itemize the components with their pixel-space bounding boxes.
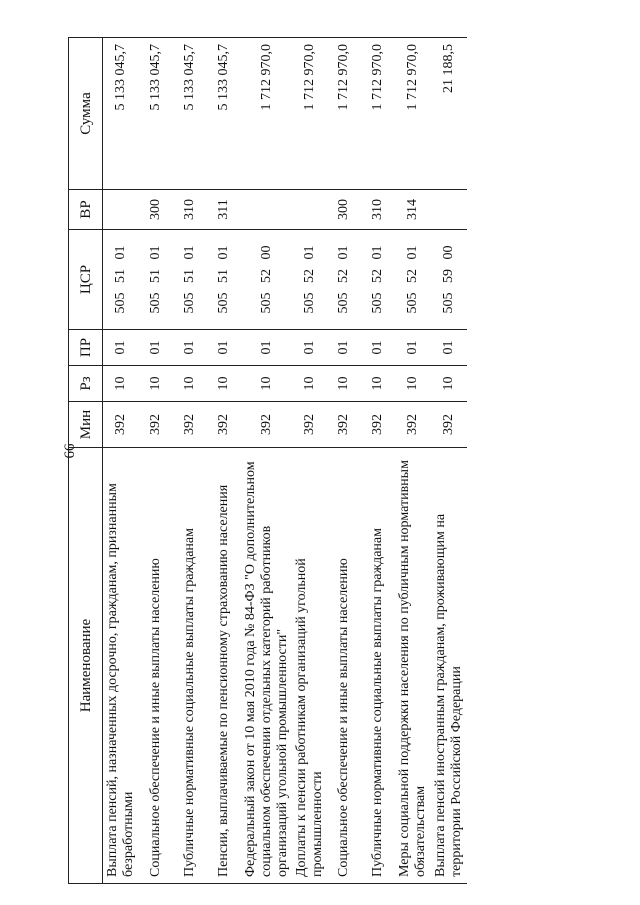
- row-rz: 10: [173, 366, 207, 402]
- row-name: Публичные нормативные социальные выплаты гражданам: [173, 448, 207, 884]
- budget-table-container: [68, 38, 578, 884]
- row-vr: [103, 190, 140, 230]
- row-min: 392: [241, 402, 293, 448]
- header-pr: ПР: [69, 330, 103, 366]
- table-row: [103, 38, 140, 884]
- row-pr: 01: [241, 330, 293, 366]
- row-rz: 10: [293, 366, 327, 402]
- row-name: Публичные нормативные социальные выплаты гражданам: [361, 448, 395, 884]
- row-min: 392: [139, 402, 173, 448]
- header-vr: ВР: [69, 190, 103, 230]
- row-sum: 5 133 045,7: [207, 38, 241, 190]
- table-row: [327, 38, 361, 884]
- row-pr: 01: [139, 330, 173, 366]
- table-row: [293, 38, 327, 884]
- row-pr: 01: [293, 330, 327, 366]
- row-csr: 505 52 01: [361, 230, 395, 330]
- page-number: 66: [62, 443, 78, 459]
- row-vr: [293, 190, 327, 230]
- header-csr: ЦСР: [69, 230, 103, 330]
- row-sum: 1 712 970,0: [241, 38, 293, 190]
- row-pr: 01: [103, 330, 140, 366]
- row-pr: 01: [173, 330, 207, 366]
- row-vr: [431, 190, 467, 230]
- row-min: 392: [103, 402, 140, 448]
- row-min: 392: [361, 402, 395, 448]
- row-min: 392: [395, 402, 431, 448]
- row-rz: 10: [361, 366, 395, 402]
- row-csr: 505 51 01: [139, 230, 173, 330]
- row-name: Доплаты к пенсии работникам организаций угольной промышленности: [293, 448, 327, 884]
- row-pr: 01: [395, 330, 431, 366]
- row-sum: 1 712 970,0: [361, 38, 395, 190]
- row-min: 392: [173, 402, 207, 448]
- row-name: Социальное обеспечение и иные выплаты населению: [139, 448, 173, 884]
- row-name: Выплата пенсий, назначенных досрочно, гражданам, признанным безработными: [103, 448, 140, 884]
- row-sum: 1 712 970,0: [395, 38, 431, 190]
- row-rz: 10: [395, 366, 431, 402]
- row-csr: 505 52 01: [395, 230, 431, 330]
- row-name: Меры социальной поддержки населения по публичным нормативным обязательствам: [395, 448, 431, 884]
- row-rz: 10: [327, 366, 361, 402]
- row-rz: 10: [207, 366, 241, 402]
- row-csr: 505 52 00: [241, 230, 293, 330]
- table-row: [139, 38, 173, 884]
- row-pr: 01: [431, 330, 467, 366]
- row-sum: 5 133 045,7: [139, 38, 173, 190]
- table-header-row: [69, 38, 103, 884]
- row-name: Федеральный закон от 10 мая 2010 года № 84-ФЗ "О дополнительном социальном обеспечении отдельных категорий работников организаций угольной промышленности": [241, 448, 293, 884]
- row-sum: 5 133 045,7: [173, 38, 207, 190]
- header-sum: Сумма: [69, 38, 103, 190]
- row-rz: 10: [431, 366, 467, 402]
- row-vr: 310: [361, 190, 395, 230]
- row-csr: 505 51 01: [103, 230, 140, 330]
- row-min: 392: [327, 402, 361, 448]
- row-csr: 505 52 01: [293, 230, 327, 330]
- table-row: [173, 38, 207, 884]
- row-rz: 10: [241, 366, 293, 402]
- row-pr: 01: [327, 330, 361, 366]
- table-row: [395, 38, 431, 884]
- row-pr: 01: [207, 330, 241, 366]
- row-sum: 5 133 045,7: [103, 38, 140, 190]
- row-min: 392: [207, 402, 241, 448]
- row-csr: 505 51 01: [207, 230, 241, 330]
- row-name: Выплата пенсий иностранным гражданам, проживающим на территории Российской Федерации: [431, 448, 467, 884]
- row-pr: 01: [361, 330, 395, 366]
- row-rz: 10: [103, 366, 140, 402]
- header-min: Мин: [69, 402, 103, 448]
- header-name: Наименование: [69, 448, 103, 884]
- row-csr: 505 52 01: [327, 230, 361, 330]
- row-min: 392: [431, 402, 467, 448]
- row-vr: 300: [327, 190, 361, 230]
- row-vr: 310: [173, 190, 207, 230]
- header-rz: Рз: [69, 366, 103, 402]
- row-vr: 314: [395, 190, 431, 230]
- row-rz: 10: [139, 366, 173, 402]
- row-vr: 300: [139, 190, 173, 230]
- row-sum: 21 188,5: [431, 38, 467, 190]
- row-name: Пенсии, выплачиваемые по пенсионному страхованию населения: [207, 448, 241, 884]
- row-vr: 311: [207, 190, 241, 230]
- row-csr: 505 51 01: [173, 230, 207, 330]
- row-name: Социальное обеспечение и иные выплаты населению: [327, 448, 361, 884]
- row-sum: 1 712 970,0: [293, 38, 327, 190]
- table-row: [241, 38, 293, 884]
- row-min: 392: [293, 402, 327, 448]
- row-sum: 1 712 970,0: [327, 38, 361, 190]
- table-row: [431, 38, 467, 884]
- budget-table: [68, 37, 467, 884]
- row-vr: [241, 190, 293, 230]
- table-row: [361, 38, 395, 884]
- table-row: [207, 38, 241, 884]
- row-csr: 505 59 00: [431, 230, 467, 330]
